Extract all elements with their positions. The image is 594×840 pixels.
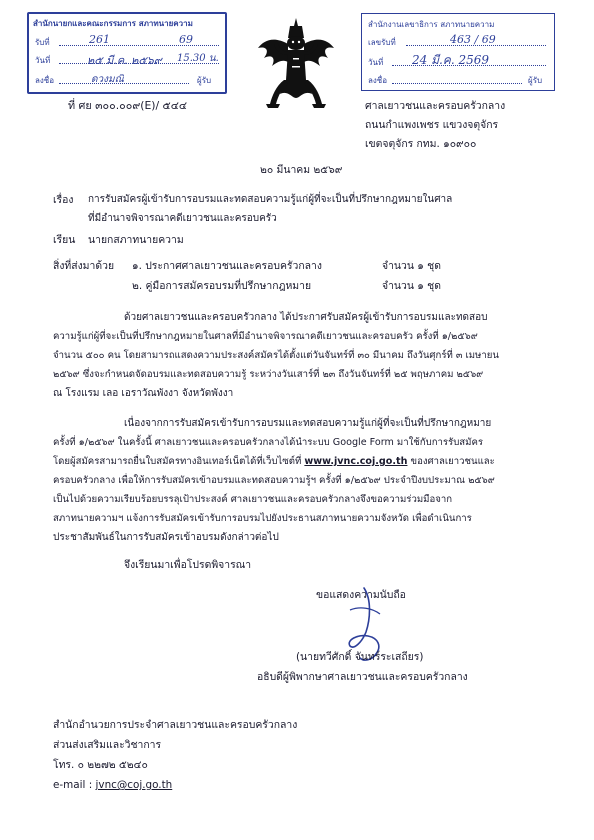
enclosure-qty-1: จำนวน ๑ ชุด xyxy=(382,260,441,272)
footer-email-label: e-mail : xyxy=(53,779,93,791)
para2-line-3 xyxy=(53,457,495,467)
stamp-right-title: สำนักงานเลขาธิการ สภาทนายความ xyxy=(368,20,495,29)
stamp-left-label-receiver: ผู้รับ xyxy=(197,76,212,85)
to-label: เรียน xyxy=(53,234,76,246)
stamp-right-no: 463 / 69 xyxy=(450,33,496,46)
para1-line-2: ความรู้แก่ผู้ที่จะเป็นที่ปรึกษากฎหมายในศาลที่มีอำนาจพิจารณาคดีเยาวชนและครอบครัว ครั้งที่ ๑/๒๕๖๙ xyxy=(53,331,478,342)
subject-line-2: ที่มีอำนาจพิจารณาคดีเยาวชนและครอบครัว xyxy=(88,213,277,224)
enclosures-label: สิ่งที่ส่งมาด้วย xyxy=(53,260,115,272)
enclosure-qty-2: จำนวน ๑ ชุด xyxy=(382,280,441,292)
document-number: ที่ ศย ๓๐๐.๐๐๙(E)/ ๕๔๔ xyxy=(68,99,188,112)
footer-tel: โทร. ๐ ๒๒๗๒ ๕๒๔๐ xyxy=(53,759,148,771)
sender-line-1: ศาลเยาวชนและครอบครัวกลาง xyxy=(365,100,506,112)
para2-line-2: ครั้งที่ ๑/๒๕๖๙ ในครั้งนี้ ศาลเยาวชนและครอบครัวกลางได้นำระบบ Google Form มาใช้กับการรับสมัคร xyxy=(53,437,484,448)
stamp-left-no: 261 xyxy=(89,33,110,46)
para2-line-4: ครอบครัวกลาง เพื่อให้การรับสมัครเข้าอบรมและทดสอบความรู้ฯ ครั้งที่ ๑/๒๕๖๙ ประจำปีงบประมาณ ๒๕๖๙ xyxy=(53,475,495,486)
para1-line-5: ณ โรงแรม เลอ เอราวัณพังงา จังหวัดพังงา xyxy=(53,388,234,399)
receiving-stamp-left xyxy=(27,12,227,94)
stamp-right-label-date: วันที่ xyxy=(368,58,384,67)
letter-date: ๒๐ มีนาคม ๒๕๖๙ xyxy=(260,164,343,176)
footer-email-row xyxy=(53,780,172,790)
stamp-right-date: 24 มี.ค. 2569 xyxy=(412,53,490,67)
sender-line-2: ถนนกำแพงเพชร แขวงจตุจักร xyxy=(365,119,499,131)
stamp-right-label-receiver: ผู้รับ xyxy=(528,76,543,85)
closing-request: จึงเรียนมาเพื่อโปรดพิจารณา xyxy=(124,559,252,571)
para1-line-3: จำนวน ๕๐๐ คน โดยสามารถแสดงความประสงค์สมัครได้ตั้งแต่วันจันทร์ที่ ๓๐ มีนาคม ถึงวันศุกร์ที่ ๓ เมษายน xyxy=(53,350,499,361)
para1-line-4: ๒๕๖๙ ซึ่งจะกำหนดจัดอบรมและทดสอบความรู้ ระหว่างวันเสาร์ที่ ๒๓ ถึงวันจันทร์ที่ ๒๕ พฤษภาคม ๒๕๖๙ xyxy=(53,369,484,380)
footer-division: ส่วนส่งเสริมและวิชาการ xyxy=(53,739,162,751)
sender-line-3: เขตจตุจักร กทม. ๑๐๙๐๐ xyxy=(365,138,477,150)
garuda-emblem xyxy=(254,14,338,110)
para2-line-3-tail: ของศาลเยาวชนและ xyxy=(410,456,495,467)
signer-title: อธิบดีผู้พิพากษาศาลเยาวชนและครอบครัวกลาง xyxy=(257,671,468,683)
para2-line-7: ประชาสัมพันธ์ในการรับสมัครเข้าอบรมดังกล่าวต่อไป xyxy=(53,532,279,543)
subject-label: เรื่อง xyxy=(53,194,74,206)
enclosure-item-1: ๑. ประกาศศาลเยาวชนและครอบครัวกลาง xyxy=(132,260,322,272)
stamp-right-label-no: เลขรับที่ xyxy=(368,38,396,47)
stamp-left-time: 15.30 น. xyxy=(177,53,219,64)
stamp-left-sign: ดวงมณิ xyxy=(91,74,124,85)
receiving-stamp-right xyxy=(361,13,555,91)
closing: ขอแสดงความนับถือ xyxy=(316,589,406,601)
para2-line-3-text: โดยผู้สมัครสามารถยื่นใบสมัครทางอินเทอร์เน็ตได้ที่เว็บไซต์ที่ xyxy=(53,456,302,467)
para1-line-1: ด้วยศาลเยาวชนและครอบครัวกลาง ได้ประกาศรับสมัครผู้เข้ารับการอบรมและทดสอบ xyxy=(124,312,488,323)
stamp-left-title: สำนักนายกและคณะกรรมการ สภาทนายความ xyxy=(33,19,193,28)
stamp-left-date: ๒๕ มี.ค. ๒๕๖๙ xyxy=(87,54,162,67)
para2-line-5: เป็นไปด้วยความเรียบร้อยบรรลุเป้าประสงค์ ศาลเยาวชนและครอบครัวกลางจึงขอความร่วมมือจาก xyxy=(53,494,453,505)
footer-office: สำนักอำนวยการประจำศาลเยาวชนและครอบครัวกลาง xyxy=(53,719,298,731)
stamp-left-label-sign: ลงชื่อ xyxy=(35,76,55,85)
stamp-left-label-date: วันที่ xyxy=(35,56,51,65)
stamp-left-label-no: รับที่ xyxy=(35,38,50,47)
subject-line-1: การรับสมัครผู้เข้ารับการอบรมและทดสอบความรู้แก่ผู้ที่จะเป็นที่ปรึกษากฎหมายในศาล xyxy=(88,194,453,205)
enclosure-item-2: ๒. คู่มือการสมัครอบรมที่ปรึกษากฎหมาย xyxy=(132,280,312,292)
signer-name: (นายทวีศักดิ์ จันทร์ระเสถียร) xyxy=(296,651,424,663)
to-value: นายกสภาทนายความ xyxy=(88,234,184,246)
footer-email-link[interactable]: jvnc@coj.go.th xyxy=(95,779,173,791)
para2-line-1: เนื่องจากการรับสมัครเข้ารับการอบรมและทดสอบความรู้แก่ผู้ที่จะเป็นที่ปรึกษากฎหมาย xyxy=(124,418,492,429)
website-link[interactable]: www.jvnc.coj.go.th xyxy=(304,456,408,467)
stamp-right-label-sign: ลงชื่อ xyxy=(368,76,388,85)
stamp-left-no2: 69 xyxy=(179,33,193,46)
para2-line-6: สภาทนายความฯ แจ้งการรับสมัครเข้ารับการอบรมไปยังประธานสภาทนายความจังหวัด เพื่อดำเนินการ xyxy=(53,513,472,524)
